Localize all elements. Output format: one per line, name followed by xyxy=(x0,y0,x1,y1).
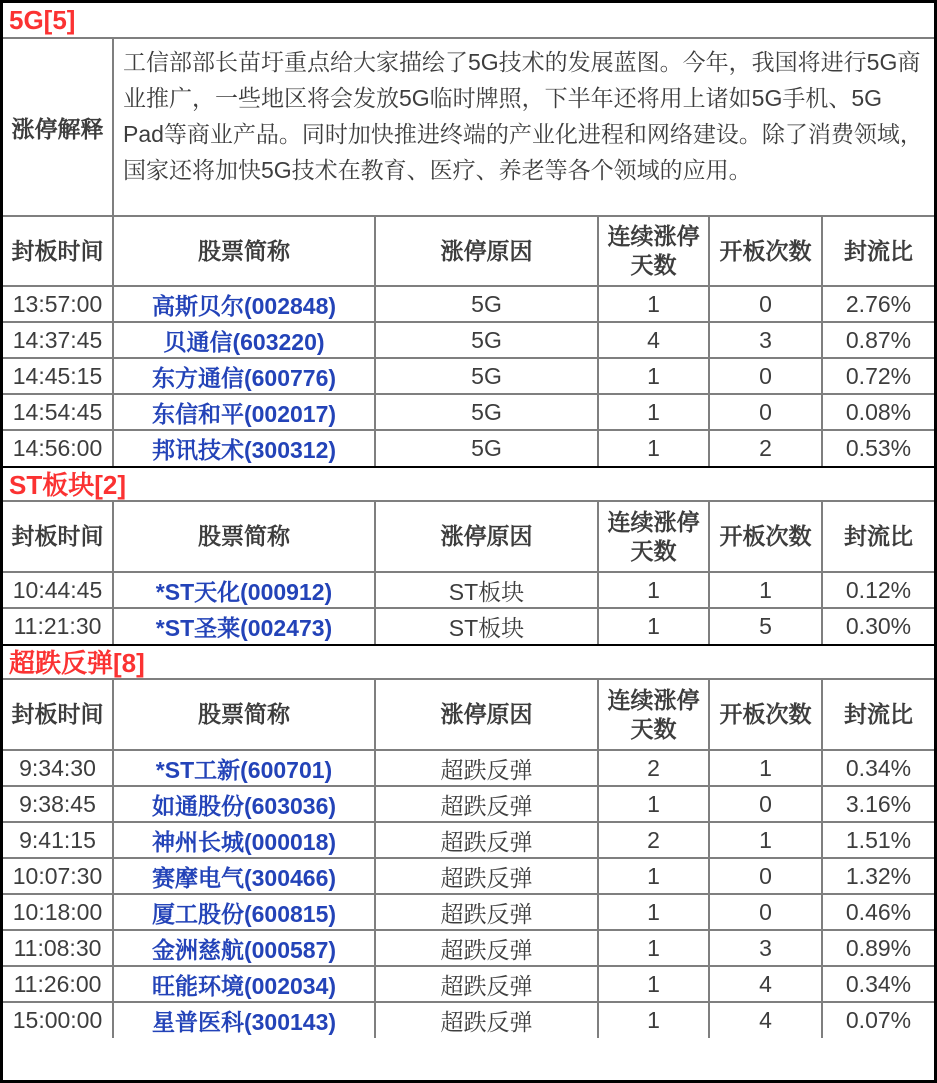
ratio-cell: 0.08% xyxy=(822,394,934,430)
explanation-text: 工信部部长苗圩重点给大家描绘了5G技术的发展蓝图。今年，我国将进行5G商业推广，一些地区将会发放5G临时牌照，下半年还将用上诸如5G手机、5G Pad等商业产品。同时加快推进终端的产业化进程和网络建设。除了消费领域，国家还将加快5G技术在教育、医疗、养老等各个领域的应用。 xyxy=(113,39,934,216)
days-cell: 1 xyxy=(598,358,709,394)
section-title-st: ST板块[2] xyxy=(3,466,934,502)
opens-cell: 0 xyxy=(709,786,822,822)
ratio-cell: 0.12% xyxy=(822,572,934,608)
stock-row xyxy=(3,358,934,394)
ratio-cell: 3.16% xyxy=(822,786,934,822)
opens-cell: 0 xyxy=(709,394,822,430)
days-cell: 1 xyxy=(598,430,709,466)
stock-row xyxy=(3,394,934,430)
col-header-stock-name: 股票简称 xyxy=(113,680,375,750)
days-cell: 1 xyxy=(598,608,709,644)
reason-cell: 5G xyxy=(375,322,598,358)
opens-cell: 0 xyxy=(709,286,822,322)
col-header-reason: 涨停原因 xyxy=(375,216,598,286)
reason-cell: 超跌反弹 xyxy=(375,750,598,786)
days-cell: 1 xyxy=(598,786,709,822)
table-st xyxy=(3,502,934,644)
reason-cell: 5G xyxy=(375,394,598,430)
col-header-days: 连续涨停天数 xyxy=(598,502,709,572)
stock-name-link[interactable]: 金洲慈航(000587) xyxy=(113,930,375,966)
opens-cell: 2 xyxy=(709,430,822,466)
reason-cell: 超跌反弹 xyxy=(375,966,598,1002)
opens-cell: 1 xyxy=(709,822,822,858)
reason-cell: 超跌反弹 xyxy=(375,822,598,858)
stock-row xyxy=(3,608,934,644)
stock-row xyxy=(3,822,934,858)
stock-row xyxy=(3,750,934,786)
column-header-row xyxy=(3,216,934,286)
opens-cell: 1 xyxy=(709,572,822,608)
col-header-opens: 开板次数 xyxy=(709,502,822,572)
ratio-cell: 0.89% xyxy=(822,930,934,966)
stock-name-link[interactable]: *ST工新(600701) xyxy=(113,750,375,786)
col-header-ratio: 封流比 xyxy=(822,502,934,572)
stock-row xyxy=(3,966,934,1002)
opens-cell: 0 xyxy=(709,858,822,894)
stock-name-link[interactable]: 星普医科(300143) xyxy=(113,1002,375,1038)
col-header-days: 连续涨停天数 xyxy=(598,680,709,750)
seal-time-cell: 14:56:00 xyxy=(3,430,113,466)
ratio-cell: 0.30% xyxy=(845,613,912,639)
reason-cell: 超跌反弹 xyxy=(375,1002,598,1038)
column-header-row xyxy=(3,680,934,750)
ratio-cell: 0.07% xyxy=(845,1007,912,1033)
stock-name-link[interactable]: 东信和平(002017) xyxy=(113,394,375,430)
opens-cell: 3 xyxy=(709,930,822,966)
stock-name-link[interactable]: 如通股份(603036) xyxy=(113,786,375,822)
days-cell: 2 xyxy=(598,822,709,858)
days-cell: 1 xyxy=(598,894,709,930)
reason-cell: 5G xyxy=(375,430,598,466)
section-title-5g: 5G[5] xyxy=(3,3,934,39)
days-cell: 4 xyxy=(598,322,709,358)
opens-cell: 3 xyxy=(709,322,822,358)
ratio-cell: 0.53% xyxy=(845,435,912,461)
seal-time-cell: 11:08:30 xyxy=(3,930,113,966)
reason-cell: 超跌反弹 xyxy=(375,894,598,930)
seal-time-cell: 14:54:45 xyxy=(3,394,113,430)
seal-time-cell: 10:44:45 xyxy=(3,572,113,608)
reason-cell: 超跌反弹 xyxy=(375,930,598,966)
days-cell: 1 xyxy=(598,1002,709,1038)
stock-name-link[interactable]: 神州长城(000018) xyxy=(113,822,375,858)
seal-time-cell: 15:00:00 xyxy=(3,1002,113,1038)
reason-cell: ST板块 xyxy=(375,572,598,608)
table-5g xyxy=(3,39,934,466)
seal-time-cell: 14:37:45 xyxy=(3,322,113,358)
col-header-reason: 涨停原因 xyxy=(375,502,598,572)
reason-cell: 超跌反弹 xyxy=(375,858,598,894)
col-header-seal-time: 封板时间 xyxy=(3,216,113,286)
seal-time-cell: 9:41:15 xyxy=(3,822,113,858)
ratio-cell: 1.32% xyxy=(822,858,934,894)
days-cell: 1 xyxy=(598,394,709,430)
days-cell: 1 xyxy=(598,930,709,966)
col-header-seal-time: 封板时间 xyxy=(3,680,113,750)
opens-cell: 1 xyxy=(709,750,822,786)
seal-time-cell: 10:07:30 xyxy=(3,858,113,894)
stock-name-link[interactable]: 高斯贝尔(002848) xyxy=(113,286,375,322)
explanation-label: 涨停解释 xyxy=(3,39,113,216)
stock-row xyxy=(3,894,934,930)
seal-time-cell: 9:38:45 xyxy=(3,786,113,822)
opens-cell: 5 xyxy=(709,608,822,644)
col-header-days: 连续涨停天数 xyxy=(598,216,709,286)
ratio-cell: 2.76% xyxy=(822,286,934,322)
col-header-reason: 涨停原因 xyxy=(375,680,598,750)
reason-cell: 5G xyxy=(375,286,598,322)
seal-time-cell: 10:18:00 xyxy=(3,894,113,930)
ratio-cell: 0.34% xyxy=(822,966,934,1002)
stock-row xyxy=(3,286,934,322)
table-rebound xyxy=(3,680,934,1038)
stock-name-link[interactable]: 邦讯技术(300312) xyxy=(113,430,375,466)
stock-row xyxy=(3,1002,934,1038)
seal-time-cell: 11:21:30 xyxy=(3,608,113,644)
col-header-stock-name: 股票简称 xyxy=(113,502,375,572)
days-cell: 2 xyxy=(598,750,709,786)
stock-row xyxy=(3,322,934,358)
stock-row xyxy=(3,858,934,894)
stock-row xyxy=(3,572,934,608)
ratio-cell: 0.87% xyxy=(822,322,934,358)
col-header-ratio: 封流比 xyxy=(822,680,934,750)
col-header-opens: 开板次数 xyxy=(709,680,822,750)
reason-cell: ST板块 xyxy=(375,608,598,644)
reason-cell: 超跌反弹 xyxy=(375,786,598,822)
stock-name-link[interactable]: 赛摩电气(300466) xyxy=(113,858,375,894)
ratio-cell: 1.51% xyxy=(822,822,934,858)
section-title-rebound: 超跌反弹[8] xyxy=(3,644,934,680)
reason-cell: 5G xyxy=(375,358,598,394)
seal-time-cell: 14:45:15 xyxy=(3,358,113,394)
opens-cell: 4 xyxy=(709,1002,822,1038)
opens-cell: 4 xyxy=(709,966,822,1002)
col-header-opens: 开板次数 xyxy=(709,216,822,286)
ratio-cell: 0.34% xyxy=(822,750,934,786)
stock-name-link[interactable]: 东方通信(600776) xyxy=(113,358,375,394)
days-cell: 1 xyxy=(598,286,709,322)
seal-time-cell: 11:26:00 xyxy=(3,966,113,1002)
stock-row xyxy=(3,930,934,966)
col-header-ratio: 封流比 xyxy=(822,216,934,286)
stock-name-link[interactable]: 贝通信(603220) xyxy=(113,322,375,358)
seal-time-cell: 13:57:00 xyxy=(3,286,113,322)
ratio-cell: 0.46% xyxy=(822,894,934,930)
column-header-row xyxy=(3,502,934,572)
seal-time-cell: 9:34:30 xyxy=(3,750,113,786)
stock-row xyxy=(3,786,934,822)
opens-cell: 0 xyxy=(709,894,822,930)
days-cell: 1 xyxy=(598,858,709,894)
days-cell: 1 xyxy=(598,572,709,608)
opens-cell: 0 xyxy=(709,358,822,394)
stock-row xyxy=(3,430,934,466)
col-header-stock-name: 股票简称 xyxy=(113,216,375,286)
stock-name-link[interactable]: *ST圣莱(002473) xyxy=(113,608,375,644)
col-header-seal-time: 封板时间 xyxy=(3,502,113,572)
days-cell: 1 xyxy=(598,966,709,1002)
stock-name-link[interactable]: 旺能环境(002034) xyxy=(113,966,375,1002)
ratio-cell: 0.72% xyxy=(822,358,934,394)
stock-name-link[interactable]: 厦工股份(600815) xyxy=(113,894,375,930)
stock-name-link[interactable]: *ST天化(000912) xyxy=(113,572,375,608)
explanation-row xyxy=(3,39,934,216)
